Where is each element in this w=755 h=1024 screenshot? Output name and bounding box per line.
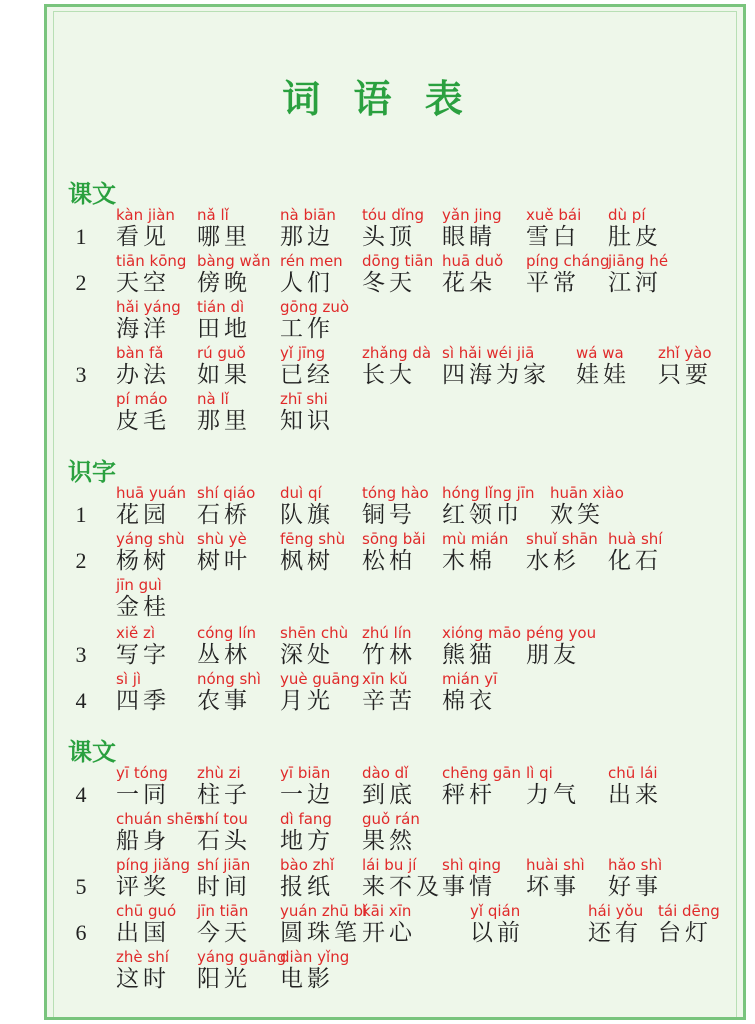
pinyin-text: yǐ qián [470, 902, 521, 920]
vocab-word [280, 530, 345, 574]
pinyin-text: duì qí [280, 484, 322, 502]
hanzi-text: 棉衣 [442, 688, 496, 714]
hanzi-text: 报纸 [280, 874, 334, 900]
pinyin-text: xuě bái [526, 206, 582, 224]
lesson-number: 5 [75, 874, 87, 899]
pinyin-text: shí tou [197, 810, 248, 828]
pinyin-text: tóu dǐng [362, 206, 425, 224]
hanzi-text: 来不及 [362, 874, 443, 900]
pinyin-text: lái bu jí [362, 856, 417, 874]
hanzi-text: 红领巾 [442, 502, 523, 528]
section-heading: 课文 [68, 738, 116, 766]
hanzi-text: 头顶 [362, 224, 416, 250]
pinyin-text: tiān kōng [116, 252, 187, 270]
pinyin-text: shì qing [442, 856, 501, 874]
pinyin-text: fēng shù [280, 530, 346, 548]
lesson-number: 1 [75, 502, 87, 527]
pinyin-text: wá wa [576, 344, 624, 362]
vocab-word [116, 810, 203, 854]
pinyin-text: dōng tiān [362, 252, 434, 270]
vocab-word [280, 298, 349, 342]
hanzi-text: 坏事 [526, 874, 580, 900]
hanzi-text: 今天 [197, 920, 251, 946]
hanzi-text: 朋友 [526, 642, 580, 668]
vocab-word [116, 764, 170, 808]
section-heading: 识字 [68, 458, 116, 486]
vocab-word [116, 530, 185, 574]
vocab-word [442, 252, 503, 296]
pinyin-text: zhè shí [116, 948, 169, 966]
pinyin-text: xīn kǔ [362, 670, 408, 688]
hanzi-text: 肚皮 [608, 224, 662, 250]
vocab-word [197, 856, 251, 900]
pinyin-text: lì qi [526, 764, 553, 782]
lesson-number: 1 [75, 224, 87, 249]
hanzi-text: 花朵 [442, 270, 496, 296]
pinyin-text: zhù zi [197, 764, 241, 782]
vocab-word [116, 948, 170, 992]
pinyin-text: sì jì [116, 670, 142, 688]
hanzi-text: 那里 [197, 408, 251, 434]
hanzi-text: 地方 [280, 828, 334, 854]
pinyin-text: jīn tiān [197, 902, 249, 920]
vocab-word [362, 530, 426, 574]
hanzi-text: 力气 [526, 782, 580, 808]
hanzi-text: 办法 [116, 362, 170, 388]
hanzi-text: 长大 [362, 362, 416, 388]
hanzi-text: 一边 [280, 782, 334, 808]
hanzi-text: 好事 [608, 874, 662, 900]
vocab-word [280, 252, 343, 296]
vocab-word [116, 902, 176, 946]
vocab-word [588, 902, 643, 946]
vocab-word [197, 344, 251, 388]
vocab-word [280, 344, 334, 388]
pinyin-text: hǎi yáng [116, 298, 181, 316]
hanzi-text: 开心 [362, 920, 416, 946]
hanzi-text: 圆珠笔 [280, 920, 361, 946]
hanzi-text: 果然 [362, 828, 416, 854]
vocab-word [608, 764, 662, 808]
pinyin-text: bàng wǎn [197, 252, 271, 270]
vocab-word [526, 856, 585, 900]
pinyin-text: hái yǒu [588, 902, 644, 920]
hanzi-text: 事情 [442, 874, 496, 900]
vocab-word [116, 670, 170, 714]
lesson-number: 3 [75, 362, 87, 387]
vocab-word [197, 298, 251, 342]
vocab-word [197, 484, 255, 528]
pinyin-text: tóng hào [362, 484, 429, 502]
vocab-word [280, 206, 336, 250]
vocab-word [442, 484, 534, 528]
vocab-word [608, 206, 662, 250]
hanzi-text: 看见 [116, 224, 170, 250]
vocab-word [280, 390, 334, 434]
pinyin-text: chēng gān [442, 764, 521, 782]
hanzi-text: 已经 [280, 362, 334, 388]
hanzi-text: 台灯 [658, 920, 712, 946]
section-heading: 课文 [68, 180, 116, 208]
pinyin-text: hóng lǐng jīn [442, 484, 535, 502]
pinyin-text: kāi xīn [362, 902, 412, 920]
hanzi-text: 一同 [116, 782, 170, 808]
pinyin-text: huā duǒ [442, 252, 504, 270]
vocab-word [362, 764, 416, 808]
pinyin-text: nǎ lǐ [197, 206, 229, 224]
hanzi-text: 农事 [197, 688, 251, 714]
pinyin-text: yī biān [280, 764, 331, 782]
pinyin-text: chū guó [116, 902, 177, 920]
pinyin-text: gōng zuò [280, 298, 350, 316]
vocab-word [362, 624, 416, 668]
hanzi-text: 那边 [280, 224, 334, 250]
pinyin-text: cóng lín [197, 624, 257, 642]
vocab-word [116, 252, 186, 296]
hanzi-text: 石头 [197, 828, 251, 854]
pinyin-text: yáng shù [116, 530, 185, 548]
hanzi-text: 石桥 [197, 502, 251, 528]
vocab-word [280, 624, 348, 668]
vocab-word [362, 670, 416, 714]
hanzi-text: 木棉 [442, 548, 496, 574]
lesson-number: 2 [75, 548, 87, 573]
pinyin-text: zhǎng dà [362, 344, 432, 362]
hanzi-text: 队旗 [280, 502, 334, 528]
vocab-word [442, 530, 508, 574]
pinyin-text: píng jiǎng [116, 856, 191, 874]
pinyin-text: zhú lín [362, 624, 412, 642]
hanzi-text: 四季 [116, 688, 170, 714]
pinyin-text: shù yè [197, 530, 247, 548]
hanzi-text: 以前 [470, 920, 524, 946]
hanzi-text: 船身 [116, 828, 170, 854]
vocab-word [280, 484, 334, 528]
hanzi-text: 树叶 [197, 548, 251, 574]
pinyin-text: rú guǒ [197, 344, 246, 362]
hanzi-text: 傍晚 [197, 270, 251, 296]
pinyin-text: jiāng hé [608, 252, 669, 270]
pinyin-text: pí máo [116, 390, 168, 408]
vocab-word [362, 856, 443, 900]
hanzi-text: 田地 [197, 316, 251, 342]
vocab-word [197, 530, 251, 574]
vocab-word [470, 902, 524, 946]
hanzi-text: 柱子 [197, 782, 251, 808]
hanzi-text: 四海为家 [442, 362, 550, 388]
pinyin-text: yuán zhū bǐ [280, 902, 368, 920]
hanzi-text: 出来 [608, 782, 662, 808]
hanzi-text: 这时 [116, 966, 170, 992]
pinyin-text: nóng shì [197, 670, 261, 688]
pinyin-text: yǎn jing [442, 206, 502, 224]
vocab-word [197, 624, 256, 668]
vocab-word [197, 670, 261, 714]
pinyin-text: zhī shi [280, 390, 328, 408]
hanzi-text: 欢笑 [550, 502, 604, 528]
hanzi-text: 海洋 [116, 316, 170, 342]
vocab-word [442, 764, 521, 808]
lesson-number: 4 [75, 782, 87, 807]
hanzi-text: 工作 [280, 316, 334, 342]
vocab-word [197, 764, 251, 808]
hanzi-text: 哪里 [197, 224, 251, 250]
hanzi-text: 电影 [280, 966, 334, 992]
hanzi-text: 还有 [588, 920, 642, 946]
vocab-word [608, 856, 662, 900]
vocab-word [550, 484, 624, 528]
vocab-word [362, 810, 420, 854]
vocab-word [197, 206, 251, 250]
vocab-word [116, 624, 170, 668]
hanzi-text: 金桂 [116, 594, 170, 620]
pinyin-text: rén men [280, 252, 343, 270]
pinyin-text: nà biān [280, 206, 336, 224]
hanzi-text: 写字 [116, 642, 170, 668]
vocab-word [116, 484, 186, 528]
vocab-word [280, 810, 334, 854]
pinyin-text: jīn guì [116, 576, 162, 594]
vocab-word [658, 344, 712, 388]
pinyin-text: hǎo shì [608, 856, 663, 874]
pinyin-text: guǒ rán [362, 810, 420, 828]
pinyin-text: yáng guāng [197, 948, 287, 966]
lesson-number: 2 [75, 270, 87, 295]
vocab-word [442, 344, 550, 388]
pinyin-text: xióng māo [442, 624, 521, 642]
lesson-number: 3 [75, 642, 87, 667]
hanzi-text: 花园 [116, 502, 170, 528]
vocab-word [197, 390, 251, 434]
pinyin-text: shēn chù [280, 624, 349, 642]
pinyin-text: bàn fǎ [116, 344, 164, 362]
hanzi-text: 冬天 [362, 270, 416, 296]
hanzi-text: 辛苦 [362, 688, 416, 714]
hanzi-text: 阳光 [197, 966, 251, 992]
hanzi-text: 平常 [526, 270, 580, 296]
vocab-word [116, 298, 181, 342]
vocab-word [116, 856, 190, 900]
vocab-word [362, 902, 416, 946]
hanzi-text: 水杉 [526, 548, 580, 574]
pinyin-text: kàn jiàn [116, 206, 175, 224]
vocab-word [280, 764, 334, 808]
vocab-word [197, 252, 270, 296]
vocab-word [526, 206, 581, 250]
hanzi-text: 雪白 [526, 224, 580, 250]
pinyin-text: sì hǎi wéi jiā [442, 344, 535, 362]
vocab-word [280, 670, 360, 714]
vocab-word [526, 252, 609, 296]
vocab-word [526, 624, 596, 668]
hanzi-text: 熊猫 [442, 642, 496, 668]
hanzi-text: 天空 [116, 270, 170, 296]
vocab-word [576, 344, 630, 388]
hanzi-text: 秤杆 [442, 782, 496, 808]
hanzi-text: 松柏 [362, 548, 416, 574]
vocab-word [442, 624, 521, 668]
pinyin-text: shí jiān [197, 856, 251, 874]
pinyin-text: shuǐ shān [526, 530, 598, 548]
pinyin-text: dào dǐ [362, 764, 409, 782]
hanzi-text: 到底 [362, 782, 416, 808]
vocab-word [362, 484, 429, 528]
vocab-word [116, 344, 170, 388]
pinyin-text: bào zhǐ [280, 856, 335, 874]
pinyin-text: chū lái [608, 764, 658, 782]
hanzi-text: 娃娃 [576, 362, 630, 388]
vocab-word [197, 948, 286, 992]
hanzi-text: 人们 [280, 270, 334, 296]
vocab-word [608, 530, 662, 574]
hanzi-text: 枫树 [280, 548, 334, 574]
vocab-word [442, 856, 501, 900]
hanzi-text: 评奖 [116, 874, 170, 900]
vocab-word [442, 670, 497, 714]
pinyin-text: huài shì [526, 856, 585, 874]
vocab-word [608, 252, 668, 296]
hanzi-text: 时间 [197, 874, 251, 900]
vocab-word [197, 810, 251, 854]
hanzi-text: 皮毛 [116, 408, 170, 434]
vocab-word [526, 764, 580, 808]
vocab-word [280, 856, 334, 900]
vocab-word [116, 390, 170, 434]
pinyin-text: sōng bǎi [362, 530, 426, 548]
hanzi-text: 杨树 [116, 548, 170, 574]
hanzi-text: 只要 [658, 362, 712, 388]
pinyin-text: shí qiáo [197, 484, 256, 502]
hanzi-text: 化石 [608, 548, 662, 574]
pinyin-text: yī tóng [116, 764, 168, 782]
pinyin-text: zhǐ yào [658, 344, 712, 362]
pinyin-text: yuè guāng [280, 670, 360, 688]
pinyin-text: nà lǐ [197, 390, 229, 408]
vocab-word [362, 344, 431, 388]
lesson-number: 6 [75, 920, 87, 945]
pinyin-text: yǐ jīng [280, 344, 326, 362]
lesson-number: 4 [75, 688, 87, 713]
page-title: 词 语 表 [282, 77, 473, 121]
pinyin-text: huān xiào [550, 484, 624, 502]
hanzi-text: 眼睛 [442, 224, 496, 250]
hanzi-text: 铜号 [362, 502, 416, 528]
vocab-word [526, 530, 598, 574]
hanzi-text: 出国 [116, 920, 170, 946]
vocab-word [197, 902, 251, 946]
hanzi-text: 竹林 [362, 642, 416, 668]
vocab-word [658, 902, 720, 946]
pinyin-text: huà shí [608, 530, 663, 548]
hanzi-text: 如果 [197, 362, 251, 388]
pinyin-text: dì fang [280, 810, 332, 828]
hanzi-text: 深处 [280, 642, 334, 668]
hanzi-text: 丛林 [197, 642, 251, 668]
vocab-word [116, 576, 170, 620]
vocab-word [362, 206, 424, 250]
hanzi-text: 月光 [280, 688, 334, 714]
pinyin-text: diàn yǐng [280, 948, 350, 966]
pinyin-text: mián yī [442, 670, 498, 688]
hanzi-text: 知识 [280, 408, 334, 434]
pinyin-text: tái dēng [658, 902, 720, 920]
vocab-word [280, 948, 349, 992]
pinyin-text: chuán shēn [116, 810, 203, 828]
pinyin-text: huā yuán [116, 484, 187, 502]
hanzi-text: 江河 [608, 270, 662, 296]
vocab-word [280, 902, 367, 946]
pinyin-text: dù pí [608, 206, 646, 224]
vocab-word [362, 252, 433, 296]
pinyin-text: xiě zì [116, 624, 156, 642]
pinyin-text: tián dì [197, 298, 245, 316]
pinyin-text: píng cháng [526, 252, 610, 270]
vocab-word [116, 206, 175, 250]
vocab-word [442, 206, 502, 250]
pinyin-text: mù mián [442, 530, 509, 548]
pinyin-text: péng you [526, 624, 597, 642]
